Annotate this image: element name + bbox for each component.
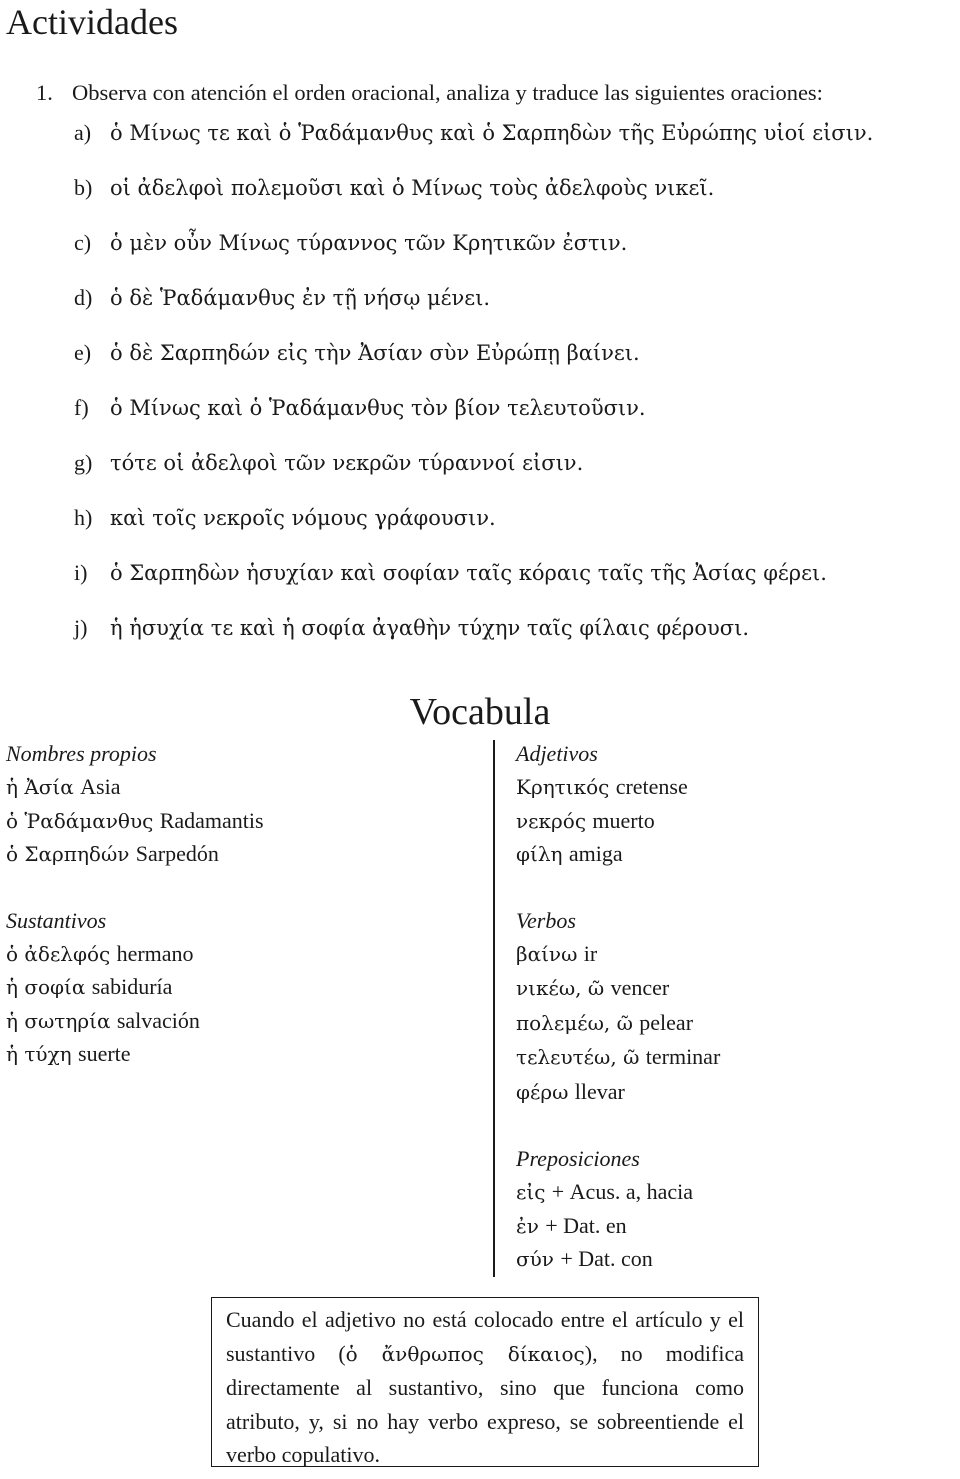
vocab-entry	[516, 804, 720, 838]
gloss: cretense	[615, 774, 688, 799]
gloss: + Dat. en	[545, 1212, 627, 1238]
gloss: hermano	[116, 940, 194, 966]
vocabulary-title: Vocabula	[409, 691, 551, 733]
sentence-letter: d)	[74, 285, 93, 310]
greek-term: νικέω, ῶ	[516, 976, 605, 1000]
greek-term: ἐν	[516, 1213, 539, 1238]
vocab-entry	[6, 1004, 264, 1038]
column-divider	[493, 740, 495, 1277]
greek-term: φίλη	[516, 842, 563, 866]
gloss: Asia	[80, 774, 121, 799]
page-title: Actividades	[6, 2, 178, 42]
sentence-letter: c)	[74, 230, 92, 255]
greek-term: σύν	[516, 1247, 554, 1271]
vocab-right-column	[516, 737, 720, 1276]
gloss: amiga	[568, 841, 623, 866]
sentence-text: ἡ ἡσυχία τε καὶ ἡ σοφία ἀγαθὴν τύχην ταῖς φίλαις φέρουσι.	[110, 616, 750, 640]
sentence-text: ὁ μὲν οὖν Μίνως τύραννος τῶν Κρητικῶν ἐστιν.	[110, 231, 628, 255]
greek-term: ἡ Ἀσία	[6, 775, 74, 799]
exercise-number: 1.	[36, 80, 53, 105]
sentence-item	[74, 174, 873, 229]
vocab-entry	[516, 1242, 720, 1276]
vocab-entry	[516, 837, 720, 871]
greek-term: ὁ Ῥαδάμανθυς	[6, 808, 154, 833]
sentence-text: οἱ ἀδελφοὶ πολεμοῦσι καὶ ὁ Μίνως τοὺς ἀδελφοὺς νικεῖ.	[110, 176, 715, 200]
sentence-text: ὁ Μίνως καὶ ὁ Ῥαδάμανθυς τὸν βίον τελευτοῦσιν.	[110, 396, 646, 420]
group-heading-adjectives: Adjetivos	[516, 741, 598, 766]
sentence-item	[74, 339, 873, 394]
sentence-list	[74, 119, 873, 669]
group-heading-proper-nouns: Nombres propios	[6, 741, 157, 766]
grammar-note-box	[211, 1297, 759, 1467]
sentence-text: ὁ Σαρπηδὼν ἡσυχίαν καὶ σοφίαν ταῖς κόραις ταῖς τῆς Ἀσίας φέρει.	[110, 561, 827, 585]
sentence-letter: f)	[74, 395, 89, 420]
note-text-before: Cuando el adjetivo no está colocado entre el artículo y el sustantivo (	[226, 1307, 744, 1366]
greek-term: ἡ σοφία	[6, 975, 86, 999]
gloss: llevar	[574, 1078, 625, 1104]
sentence-item	[74, 394, 873, 449]
instruction-text: Observa con atención el orden oracional, analiza y traduce las siguientes oraciones:	[72, 80, 823, 105]
vocab-entry	[6, 804, 264, 838]
sentence-item	[74, 119, 873, 174]
vocab-entry	[516, 1175, 720, 1209]
greek-term: βαίνω	[516, 941, 578, 966]
sentence-item	[74, 229, 873, 284]
greek-term: ὁ Σαρπηδών	[6, 842, 130, 866]
sentence-item	[74, 559, 873, 614]
greek-term: εἰς	[516, 1180, 546, 1204]
sentence-letter: a)	[74, 120, 92, 145]
gloss: Radamantis	[159, 807, 264, 833]
gloss: terminar	[645, 1044, 721, 1069]
gloss: Sarpedón	[135, 841, 219, 866]
sentence-item	[74, 614, 873, 669]
vocab-entry	[516, 1006, 720, 1041]
sentence-item	[74, 449, 873, 504]
gloss: + Acus. a, hacia	[551, 1179, 694, 1204]
vocab-entry	[6, 1037, 264, 1071]
vocab-entry	[6, 970, 264, 1004]
sentence-item	[74, 504, 873, 559]
gloss: sabiduría	[91, 974, 173, 999]
sentence-letter: b)	[74, 175, 93, 200]
sentence-letter: h)	[74, 505, 93, 530]
vocab-entry	[6, 937, 264, 971]
sentence-letter: j)	[74, 615, 88, 640]
greek-term: φέρω	[516, 1079, 569, 1104]
greek-term: ἡ σωτηρία	[6, 1008, 111, 1033]
vocab-entry	[516, 971, 720, 1006]
vocab-entry	[6, 837, 264, 871]
sentence-letter: g)	[74, 450, 93, 475]
gloss: suerte	[78, 1041, 131, 1066]
sentence-letter: e)	[74, 340, 92, 365]
gloss: muerto	[592, 807, 655, 833]
group-heading-prepositions: Preposiciones	[516, 1146, 640, 1171]
sentence-text: καὶ τοῖς νεκροῖς νόμους γράφουσιν.	[110, 506, 496, 530]
gloss: ir	[583, 940, 598, 966]
group-heading-nouns: Sustantivos	[6, 907, 107, 933]
greek-term: ἡ τύχη	[6, 1042, 72, 1066]
greek-term: τελευτέω, ῶ	[516, 1045, 640, 1069]
sentence-text: ὁ δὲ Ῥαδάμανθυς ἐν τῇ νήσῳ μένει.	[110, 286, 491, 310]
gloss: + Dat. con	[560, 1246, 653, 1271]
greek-term: πολεμέω, ῶ	[516, 1010, 633, 1035]
greek-term: Κρητικός	[516, 775, 610, 799]
gloss: pelear	[639, 1009, 694, 1035]
sentence-item	[74, 284, 873, 339]
greek-term: νεκρός	[516, 808, 587, 833]
gloss: salvación	[116, 1007, 200, 1033]
vocab-entry	[516, 770, 720, 804]
gloss: vencer	[610, 975, 670, 1000]
vocab-entry	[516, 1209, 720, 1243]
note-text-after: ), no modifica directamente al sustantivo, sino que funciona como atributo, y, si no hay verbo expreso, se sobreentiende el verbo copulativo.	[226, 1340, 744, 1467]
vocab-entry	[6, 770, 264, 804]
note-greek-example: ὁ ἄνθρωπος δίκαιος	[345, 1341, 585, 1366]
vocab-entry	[516, 1075, 720, 1110]
group-heading-verbs: Verbos	[516, 907, 576, 933]
greek-term: ὁ ἀδελφός	[6, 941, 111, 966]
exercise-instruction	[36, 78, 951, 108]
sentence-text: ὁ δὲ Σαρπηδών εἰς τὴν Ἀσίαν σὺν Εὐρώπῃ βαίνει.	[110, 341, 640, 365]
sentence-letter: i)	[74, 560, 88, 585]
vocab-left-column	[6, 737, 264, 1071]
vocab-entry	[516, 937, 720, 972]
vocab-entry	[516, 1040, 720, 1075]
sentence-text: τότε οἱ ἀδελφοὶ τῶν νεκρῶν τύραννοί εἰσιν.	[110, 451, 584, 475]
sentence-text: ὁ Μίνως τε καὶ ὁ Ῥαδάμανθυς καὶ ὁ Σαρπηδὼν τῆς Εὐρώπης υἱοί εἰσιν.	[110, 121, 874, 145]
